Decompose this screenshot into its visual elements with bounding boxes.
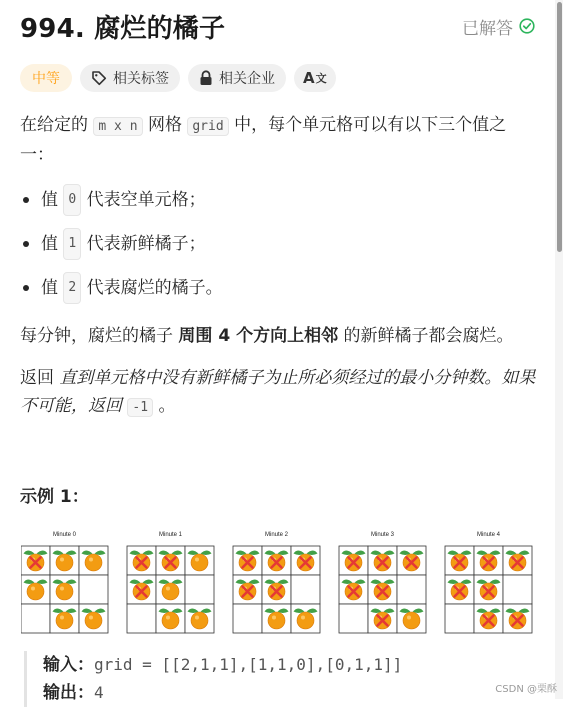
bullet-dot [23,241,29,247]
example-heading: 示例 1： [20,487,89,507]
orange-shine [166,616,170,620]
orange-icon [191,612,208,629]
related-companies-button[interactable] [188,64,286,92]
related-topics-button[interactable] [80,64,180,92]
orange-icon [403,612,420,629]
grid-cell [503,575,532,604]
orange-icon [56,583,73,600]
code-minus-one: -1 [127,398,153,417]
example-illustration [21,526,541,638]
grid-cell [397,575,426,604]
grid-cell [79,575,108,604]
orange-shine [31,587,35,591]
solved-status [462,14,535,39]
orange-shine [60,616,64,620]
desc-paragraph-1: 在给定的 m x n 网格 grid 中，每个单元格可以有以下三个值之一： [20,115,507,165]
orange-icon [162,612,179,629]
title-row [20,8,535,44]
desc-paragraph-3: 返回 直到单元格中没有新鲜橘子为止所必须经过的最小分钟数。如果不可能，返回 -1 。 [20,368,536,416]
related-companies-label: 相关企业 [219,71,275,87]
difficulty-badge[interactable]: 中等 [20,64,72,92]
orange-icon [85,612,102,629]
minute-label: Minute 0 [52,532,77,538]
code-grid: grid [187,117,228,136]
orange-icon [85,554,102,571]
grid-cell [233,604,262,633]
solved-label: 已解答 [462,18,513,39]
grid-cell [21,604,50,633]
minute-label: Minute 1 [158,532,183,538]
output-label: 输出： [43,683,94,703]
orange-shine [195,558,199,562]
scrollbar-thumb[interactable] [557,2,562,252]
problem-description [20,111,540,422]
bullet-dot [23,197,29,203]
desc-paragraph-2: 每分钟，腐烂的橘子 周围 4 个方向上相邻 的新鲜橘子都会腐烂。 [20,326,514,346]
bullet-item: 值 2 代表腐烂的橘子。 [20,272,540,304]
orange-shine [301,616,305,620]
grid-cell [291,575,320,604]
check-circle-icon [519,18,535,34]
minute-label: Minute 2 [264,532,289,538]
problem-title: 994. 腐烂的橘子 [20,13,226,44]
orange-shine [60,587,64,591]
grid-cell [445,604,474,633]
translate-button[interactable]: A 文 [294,64,336,92]
orange-icon [268,612,285,629]
output-value: 4 [94,683,104,702]
orange-shine [195,616,199,620]
orange-icon [297,612,314,629]
orange-shine [407,616,411,620]
input-value: grid = [[2,1,1],[1,1,0],[0,1,1]] [94,655,403,674]
lock-icon [199,70,213,86]
tag-bar [20,64,336,92]
orange-icon [56,554,73,571]
orange-icon [162,583,179,600]
orange-icon [191,554,208,571]
tag-icon [91,70,107,86]
minute-label: Minute 3 [370,532,395,538]
orange-shine [166,587,170,591]
example-input-line [43,651,402,679]
orange-icon [27,583,44,600]
minute-label: Minute 4 [476,532,501,538]
minute-grid [445,532,532,633]
orange-shine [89,558,93,562]
minute-grids-image [21,526,541,638]
minute-grid [127,532,214,633]
orange-shine [89,616,93,620]
orange-shine [60,558,64,562]
bullet-dot [23,285,29,291]
example-output-line [43,679,402,707]
watermark: CSDN @栗酥 [495,684,557,695]
orange-shine [272,616,276,620]
related-topics-label: 相关标签 [113,71,169,87]
grid-cell [339,604,368,633]
bullet-item: 值 0 代表空单元格； [20,184,540,216]
bullet-item: 值 1 代表新鲜橘子； [20,228,540,260]
code-mxn: m x n [93,117,142,136]
orange-icon [56,612,73,629]
grid-cell [127,604,156,633]
input-label: 输入： [43,655,94,675]
grid-cell [185,575,214,604]
minute-grid [21,532,108,633]
translate-icon: A [303,69,315,87]
minute-grid [339,532,426,633]
minute-grid [233,532,320,633]
